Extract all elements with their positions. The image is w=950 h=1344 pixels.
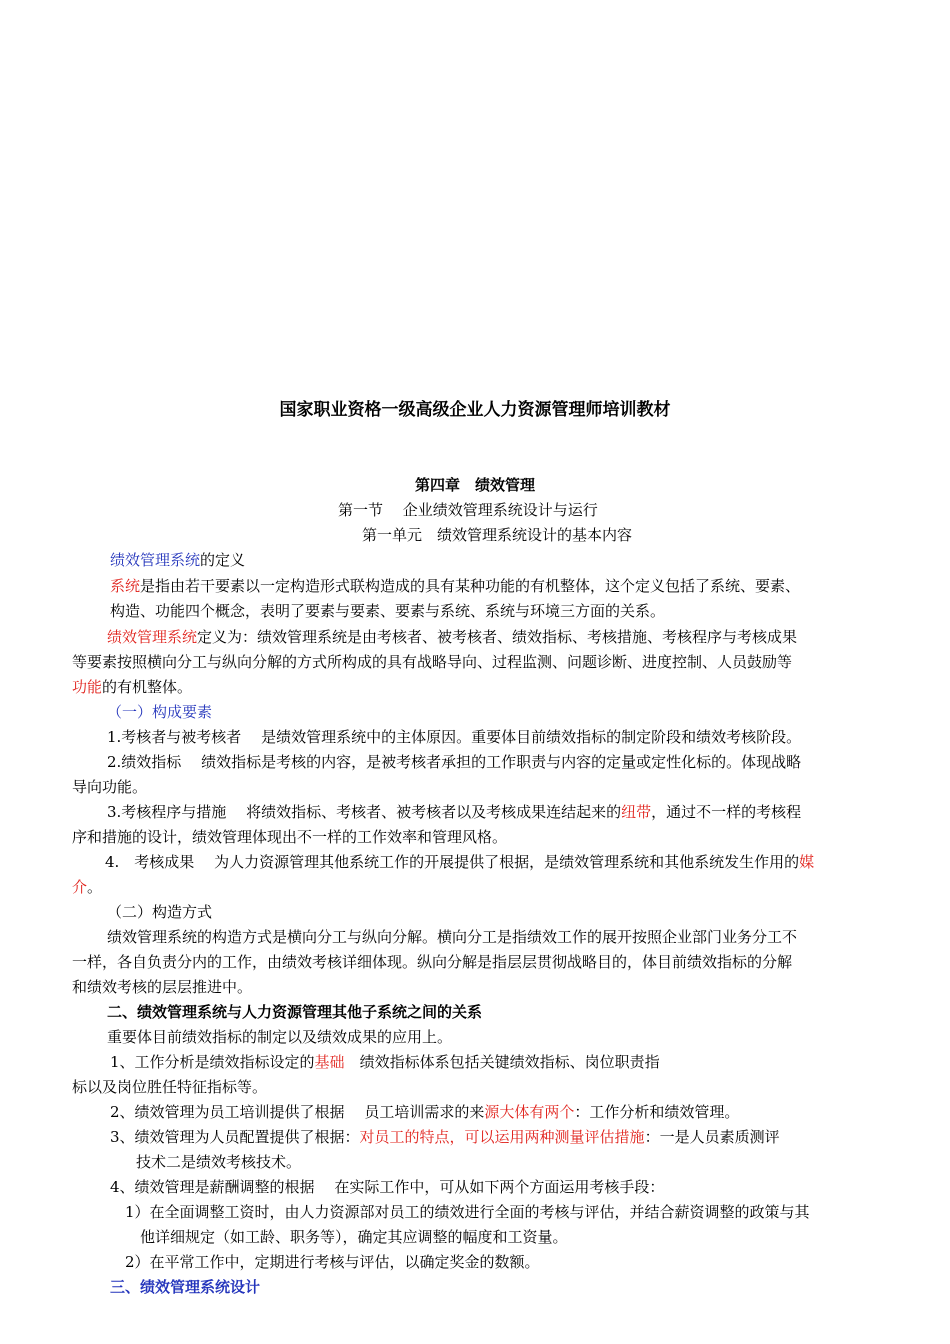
paragraph-line: 构造、功能四个概念，表明了要素与要素、要素与系统、系统与环境三方面的关系。 (110, 602, 666, 620)
paragraph-line (72, 676, 192, 698)
highlight-term: 绩效管理系统 (107, 628, 198, 646)
sub-list-item: 1）在全面调整工资时，由人力资源部对员工的绩效进行全面的考核与评估，并结合薪资调整的政策与其 (125, 1203, 810, 1221)
text-span: 。 (87, 878, 103, 896)
list-item (105, 851, 814, 873)
list-item (110, 1051, 660, 1073)
paragraph-line: 绩效管理系统的构造方式是横向分工与纵向分解。横向分工是指绩效工作的展开按照企业部门业务分工不 (107, 928, 798, 946)
list-item (107, 801, 801, 823)
text-span: 的有机整体。 (102, 678, 193, 696)
text-span: ：一是人员素质测评 (644, 1128, 780, 1146)
paragraph-line: 标以及岗位胜任特征指标等。 (72, 1078, 268, 1096)
text-span: ，通过不一样的考核程 (651, 803, 802, 821)
text-span: 3、绩效管理为人员配置提供了根据： (110, 1128, 360, 1146)
text-span: 绩效指标体系包括关键绩效指标、岗位职责指 (344, 1053, 660, 1071)
section-heading-3: 三、绩效管理系统设计 (110, 1278, 261, 1296)
list-item (110, 1101, 739, 1123)
document-title: 国家职业资格一级高级企业人力资源管理师培训教材 (279, 400, 671, 420)
sub-list-item: 2）在平常工作中，定期进行考核与评估，以确定奖金的数额。 (125, 1253, 540, 1271)
list-item: 2.绩效指标 绩效指标是考核的内容，是被考核者承担的工作职责与内容的定量或定性化标的。体现战略 (107, 753, 802, 771)
section-heading: 第一节 企业绩效管理系统设计与运行 (338, 501, 598, 519)
text-span: 4. 考核成果 为人力资源管理其他系统工作的开展提供了根据，是绩效管理系统和其他系统发生作用的 (105, 853, 800, 871)
definition-term: 绩效管理系统 (110, 551, 201, 569)
text-span: 是指由若干要素以一定构造形式联构造成的具有某种功能的有机整体，这个定义包括了系统、要素、 (140, 577, 801, 595)
list-item (110, 1126, 780, 1148)
paragraph-line: 技术二是绩效考核技术。 (136, 1153, 302, 1171)
definition-heading (110, 549, 245, 571)
paragraph-line: 导向功能。 (72, 778, 148, 796)
highlight-term: 介 (72, 878, 88, 896)
paragraph-line: 他详细规定（如工龄、职务等），确定其应调整的幅度和工资量。 (140, 1228, 568, 1246)
list-item: 4、绩效管理是薪酬调整的根据 在实际工作中，可从如下两个方面运用考核手段： (110, 1178, 665, 1196)
section-heading-2: 二、绩效管理系统与人力资源管理其他子系统之间的关系 (107, 1003, 483, 1021)
paragraph-line (72, 876, 102, 898)
subsection-heading: （二）构造方式 (107, 903, 213, 921)
highlight-term: 基础 (314, 1053, 345, 1071)
paragraph-line: 序和措施的设计，绩效管理体现出不一样的工作效率和管理风格。 (72, 828, 508, 846)
paragraph-line: 等要素按照横向分工与纵向分解的方式所构成的具有战略导向、过程监测、问题诊断、进度控制、人员鼓励等 (72, 653, 793, 671)
text-span: 2、绩效管理为员工培训提供了根据 员工培训需求的来 (110, 1103, 485, 1121)
text-span: 定义为：绩效管理系统是由考核者、被考核者、绩效指标、考核措施、考核程序与考核成果 (197, 628, 798, 646)
text-span: ：工作分析和绩效管理。 (574, 1103, 740, 1121)
text-span: 1、工作分析是绩效指标设定的 (110, 1053, 315, 1071)
paragraph-line: 一样，各自负责分内的工作，由绩效考核详细体现。纵向分解是指层层贯彻战略目的，体目前绩效指标的分解 (72, 953, 793, 971)
highlight-term: 源大体有两个 (484, 1103, 575, 1121)
highlight-term: 纽带 (621, 803, 652, 821)
definition-suffix: 的定义 (200, 551, 246, 569)
subsection-heading: （一）构成要素 (107, 703, 213, 721)
paragraph-line: 重要体目前绩效指标的制定以及绩效成果的应用上。 (107, 1028, 453, 1046)
paragraph-line: 和绩效考核的层层推进中。 (72, 978, 253, 996)
highlight-term: 媒 (799, 853, 815, 871)
highlight-term: 系统 (110, 577, 141, 595)
highlight-term: 功能 (72, 678, 103, 696)
chapter-heading: 第四章 绩效管理 (414, 476, 535, 494)
paragraph-line (107, 626, 797, 648)
unit-heading: 第一单元 绩效管理系统设计的基本内容 (362, 526, 633, 544)
highlight-term: 对员工的特点，可以运用两种测量评估措施 (359, 1128, 645, 1146)
paragraph-line (110, 575, 800, 597)
text-span: 3.考核程序与措施 将绩效指标、考核者、被考核者以及考核成果连结起来的 (107, 803, 622, 821)
list-item: 1.考核者与被考核者 是绩效管理系统中的主体原因。重要体目前绩效指标的制定阶段和绩效考核阶段。 (107, 728, 802, 746)
